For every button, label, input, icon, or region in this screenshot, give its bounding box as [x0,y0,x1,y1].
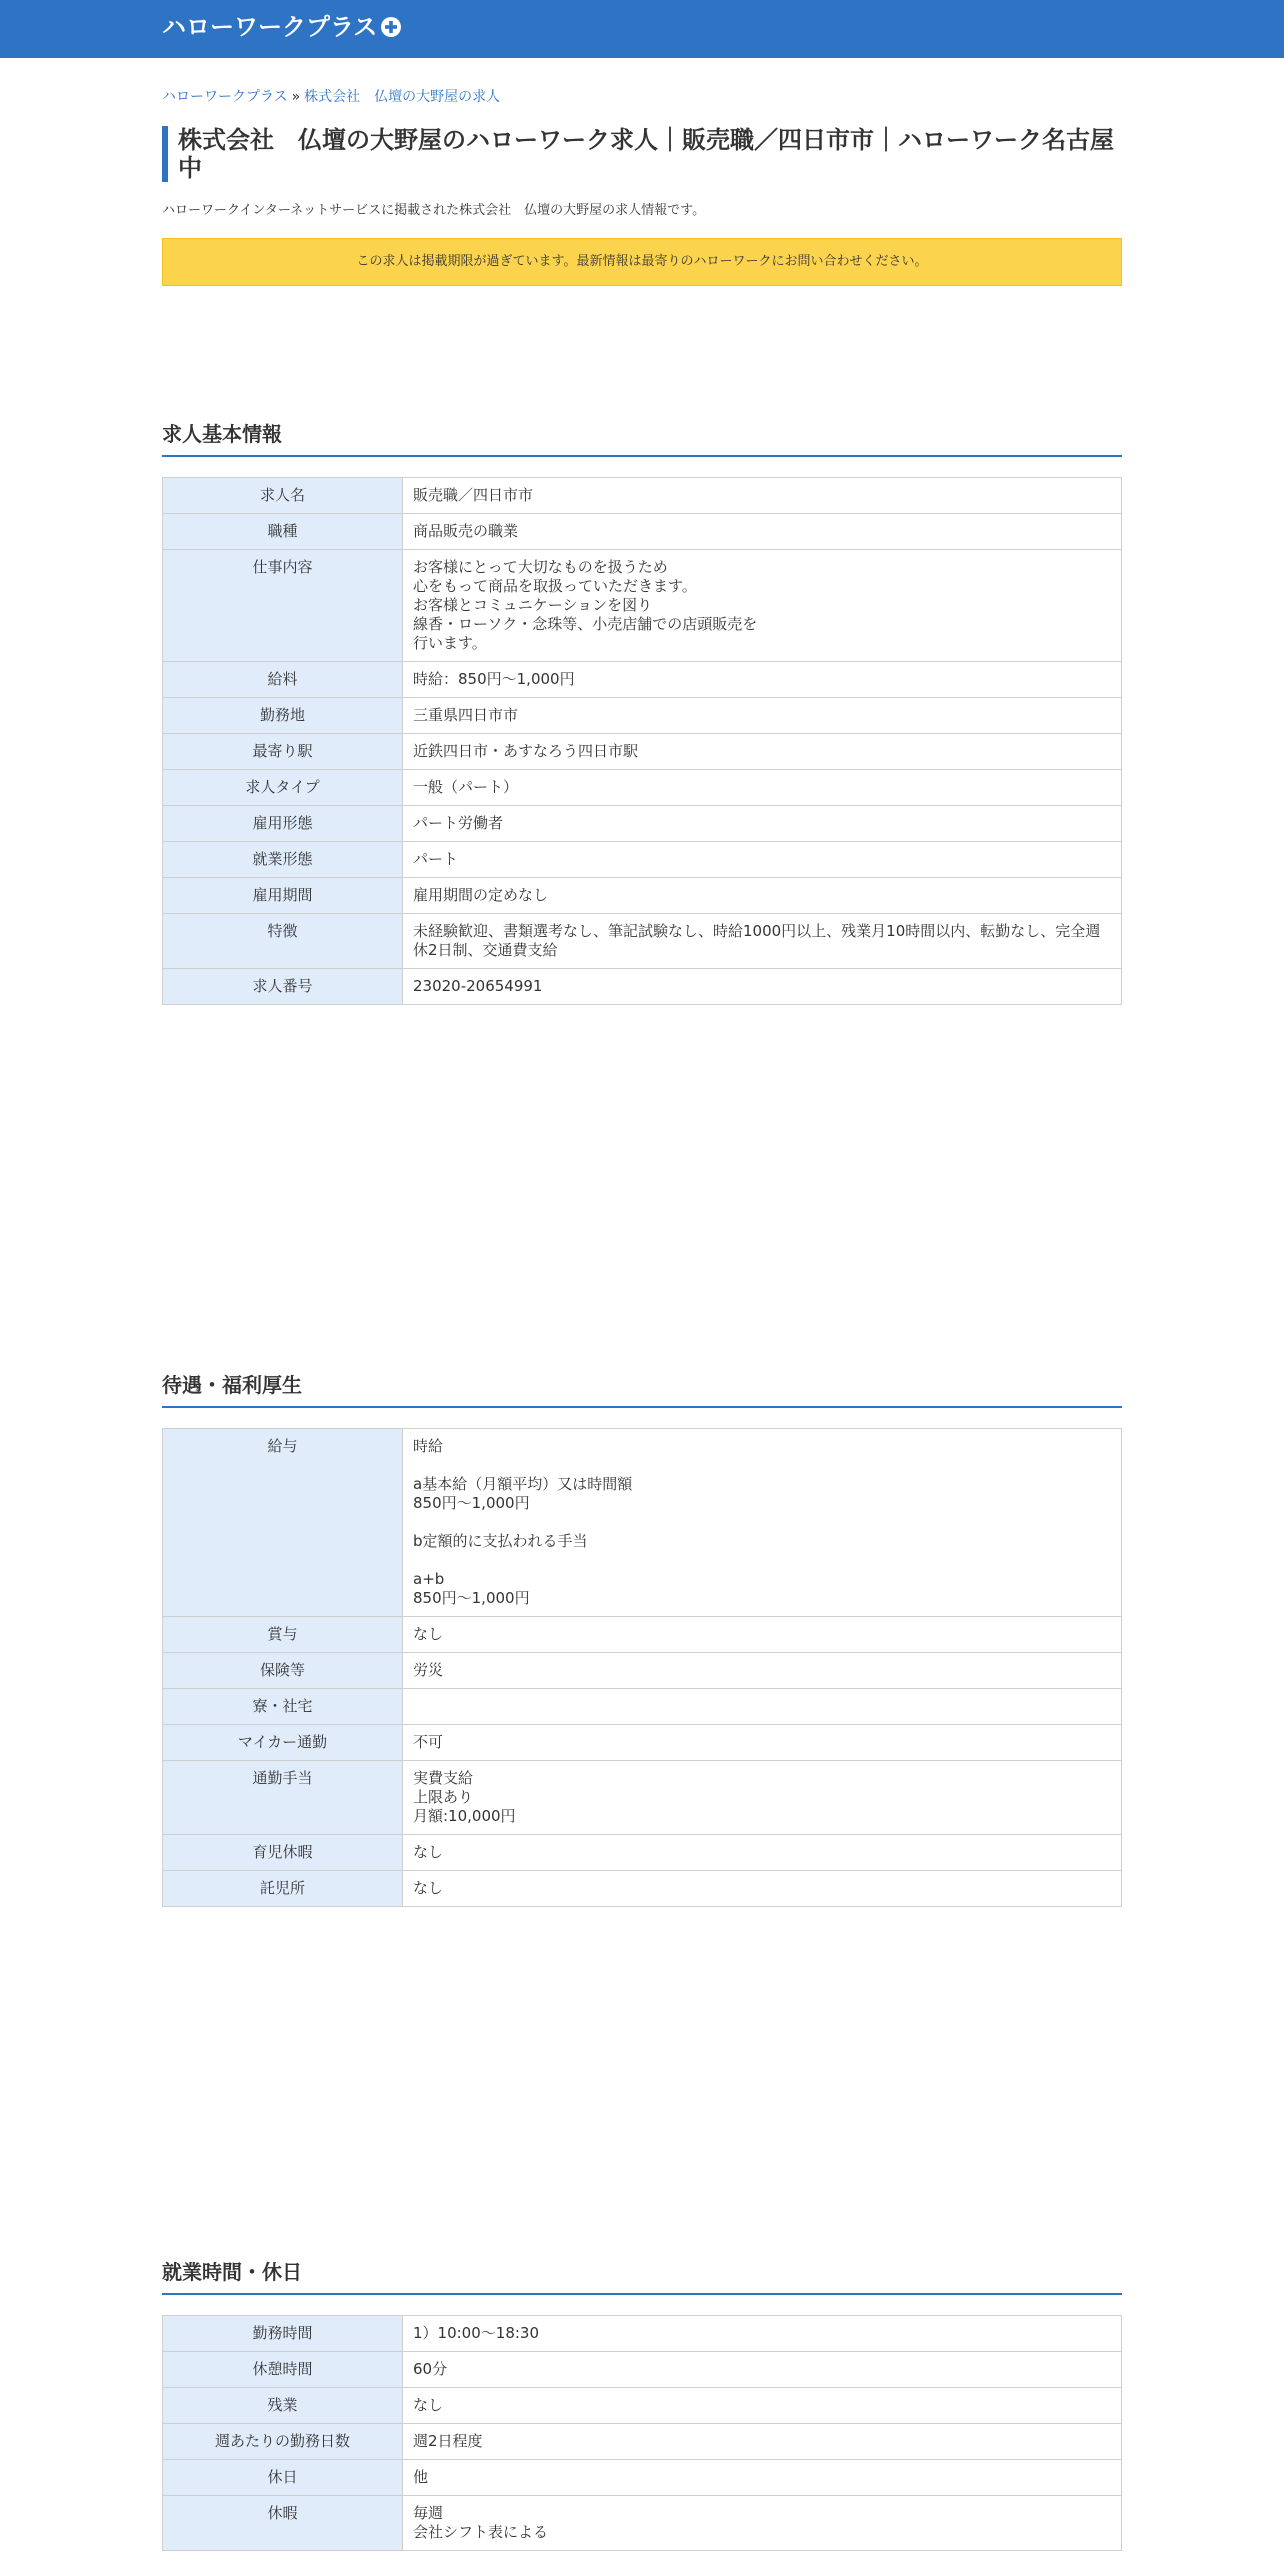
table-row [163,734,1122,770]
row-label: 特徴 [163,914,403,969]
table-row [163,478,1122,514]
table-row [163,2352,1122,2388]
row-value: 販売職／四日市市 [403,478,1122,514]
info-table [162,1428,1122,1907]
site-header [0,0,1284,58]
row-value: なし [403,1871,1122,1907]
row-value: 一般（パート） [403,770,1122,806]
row-label: 職種 [163,514,403,550]
table-row [163,842,1122,878]
breadcrumb [162,88,1122,106]
row-value: 不可 [403,1725,1122,1761]
row-label: 給与 [163,1429,403,1617]
row-label: 寮・社宅 [163,1689,403,1725]
row-label: 休暇 [163,2496,403,2551]
table-row [163,2316,1122,2352]
row-label: 休日 [163,2460,403,2496]
page-intro: ハローワークインターネットサービスに掲載された株式会社 仏壇の大野屋の求人情報です。 [162,203,706,218]
row-value: 週2日程度 [403,2424,1122,2460]
row-value: なし [403,1835,1122,1871]
section-benefits [162,1369,1122,1907]
row-value: 時給：850円～1,000円 [403,662,1122,698]
row-label: 託児所 [163,1871,403,1907]
row-value: 商品販売の職業 [403,514,1122,550]
row-value: お客様にとって大切なものを扱うため 心をもって商品を取扱っていただきます。 お客様とコミュニケーションを図り 線香・ローソク・念珠等、小売店舗での店頭販売を 行います。 [403,550,1122,662]
table-row [163,514,1122,550]
section-basic-info [162,418,1122,1005]
site-logo[interactable] [162,12,402,42]
row-label: 最寄り駅 [163,734,403,770]
table-row [163,969,1122,1005]
table-row [163,1835,1122,1871]
row-value: 雇用期間の定めなし [403,878,1122,914]
row-value: 未経験歓迎、書類選考なし、筆記試験なし、時給1000円以上、残業月10時間以内、転勤なし、完全週休2日制、交通費支給 [403,914,1122,969]
row-label: 就業形態 [163,842,403,878]
breadcrumb-home-link[interactable]: ハローワークプラス [162,89,288,105]
section-hours [162,2256,1122,2551]
table-row [163,2496,1122,2551]
row-value: 60分 [403,2352,1122,2388]
row-value: 近鉄四日市・あすなろう四日市駅 [403,734,1122,770]
row-label: 仕事内容 [163,550,403,662]
row-label: 通勤手当 [163,1761,403,1835]
expired-notice: この求人は掲載期限が過ぎています。最新情報は最寄りのハローワークにお問い合わせください。 [162,238,1122,286]
row-label: 求人名 [163,478,403,514]
row-label: 勤務時間 [163,2316,403,2352]
table-row [163,1871,1122,1907]
row-label: 求人タイプ [163,770,403,806]
table-row [163,2460,1122,2496]
row-label: 育児休暇 [163,1835,403,1871]
row-value: 毎週 会社シフト表による [403,2496,1122,2551]
table-row [163,550,1122,662]
row-value: パート [403,842,1122,878]
section-title: 就業時間・休日 [162,2256,1122,2295]
row-value: なし [403,2388,1122,2424]
row-value: 他 [403,2460,1122,2496]
section-title: 求人基本情報 [162,418,1122,457]
row-value: 時給 a基本給（月額平均）又は時間額 850円～1,000円 b定額的に支払われる手当 a+b 850円～1,000円 [403,1429,1122,1617]
section-title: 待遇・福利厚生 [162,1369,1122,1408]
table-row [163,2424,1122,2460]
row-value: パート労働者 [403,806,1122,842]
row-label: 賞与 [163,1617,403,1653]
row-value: 労災 [403,1653,1122,1689]
table-row [163,806,1122,842]
table-row [163,770,1122,806]
table-row [163,878,1122,914]
row-label: 求人番号 [163,969,403,1005]
row-value: 三重県四日市市 [403,698,1122,734]
table-row [163,1653,1122,1689]
row-label: 週あたりの勤務日数 [163,2424,403,2460]
row-label: マイカー通勤 [163,1725,403,1761]
row-value: 実費支給 上限あり 月額:10,000円 [403,1761,1122,1835]
breadcrumb-separator: » [291,89,301,105]
row-label: 残業 [163,2388,403,2424]
main-content [162,58,1122,2541]
row-label: 給料 [163,662,403,698]
row-value [403,1689,1122,1725]
table-row [163,914,1122,969]
row-label: 休憩時間 [163,2352,403,2388]
table-row [163,662,1122,698]
row-label: 雇用形態 [163,806,403,842]
row-label: 勤務地 [163,698,403,734]
plus-circle-icon [380,16,402,38]
logo-text: ハローワークプラス [162,13,378,41]
breadcrumb-current-link[interactable]: 株式会社 仏壇の大野屋の求人 [304,89,501,105]
table-row [163,1689,1122,1725]
row-value: 23020-20654991 [403,969,1122,1005]
info-table [162,477,1122,1005]
row-label: 雇用期間 [163,878,403,914]
table-row [163,1617,1122,1653]
row-label: 保険等 [163,1653,403,1689]
table-row [163,1761,1122,1835]
info-table [162,2315,1122,2551]
table-row [163,1725,1122,1761]
row-value: 1）10:00～18:30 [403,2316,1122,2352]
table-row [163,2388,1122,2424]
table-row [163,1429,1122,1617]
row-value: なし [403,1617,1122,1653]
page-title: 株式会社 仏壇の大野屋のハローワーク求人｜販売職／四日市市｜ハローワーク名古屋中 [162,126,1122,182]
table-row [163,698,1122,734]
